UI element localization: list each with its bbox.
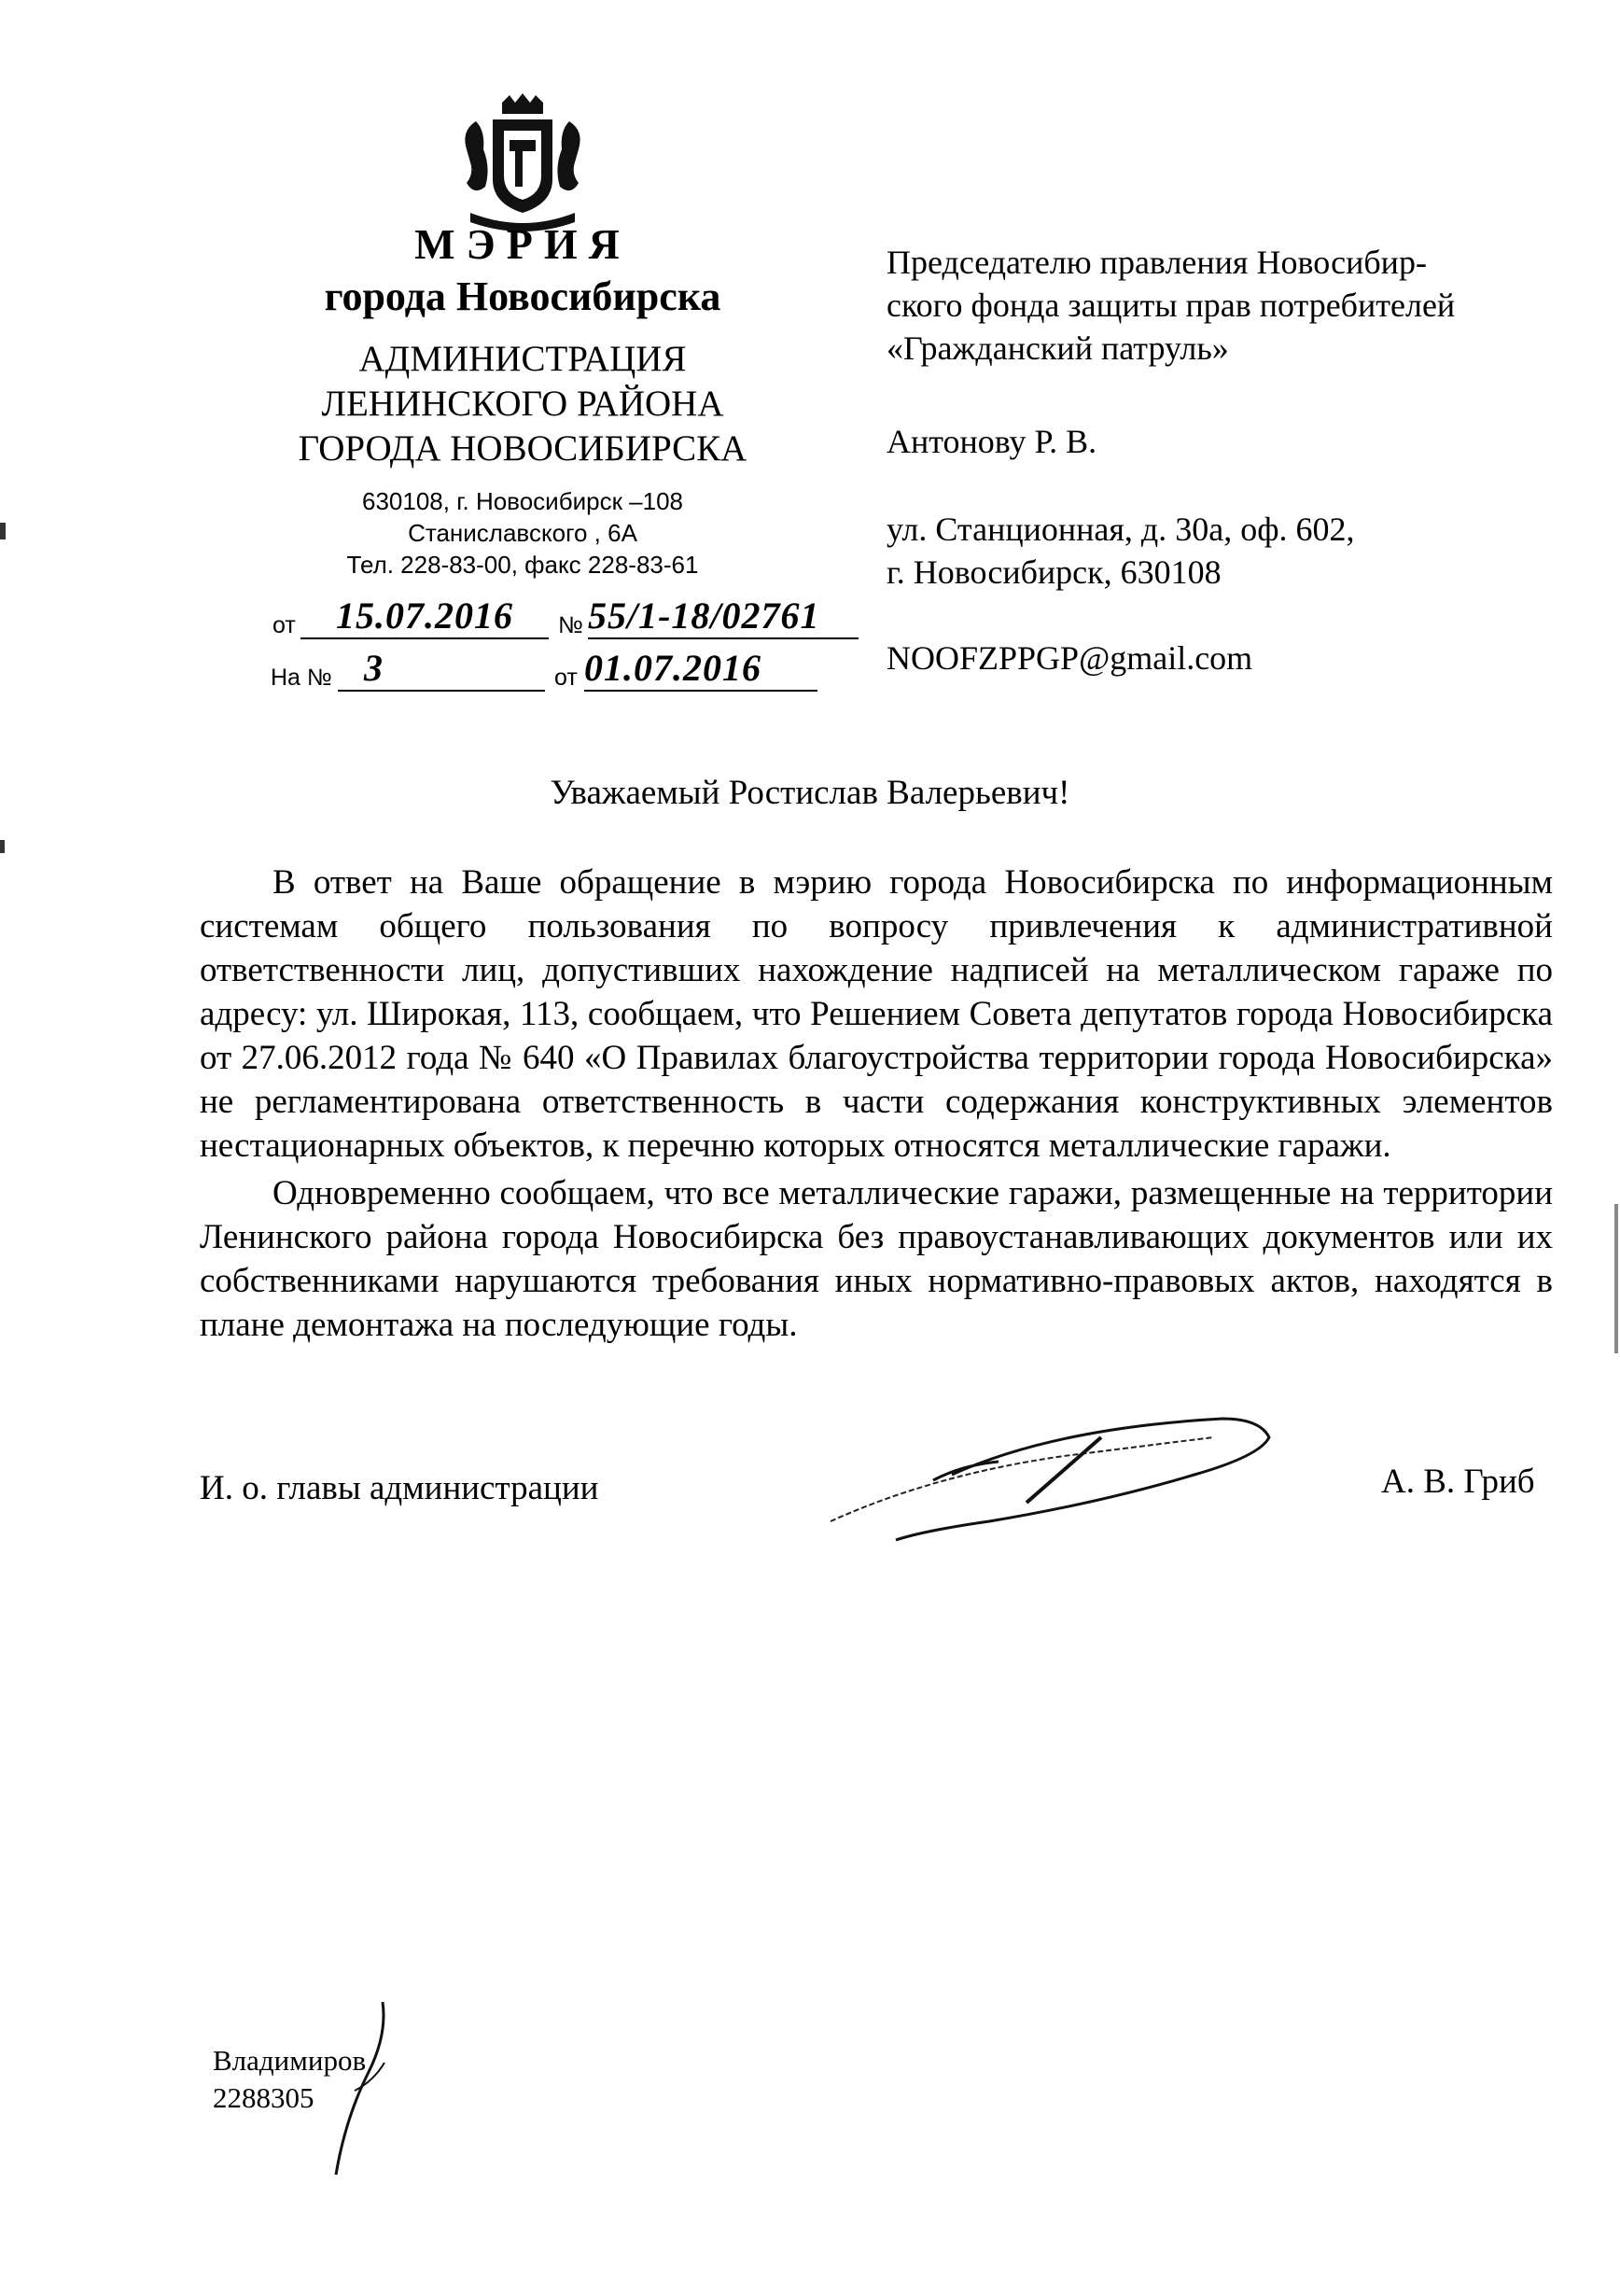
recipient-line: ского фонда защиты прав потребителей bbox=[887, 287, 1456, 324]
scan-margin-mark bbox=[1614, 1204, 1618, 1353]
recipient-email: NOOFZPPGP@gmail.com bbox=[887, 639, 1253, 677]
body-paragraph: В ответ на Ваше обращение в мэрию города Новосибирска по информационным системам общего пользования по вопросу привлечения к административной ответственности лиц, допустивших нахождение надписей на металлическом гараже по адресу: ул. Широкая, 113, сообщаем, что Решением Совета депутатов города Новосибирска от 27.06.2012 года № 640 «О Правилах благоустройства территории города Новосибирска» не регламентирована ответственность в части содержания конструктивных элементов нестационарных объектов, к перечню которых относятся металлические гаражи. bbox=[200, 863, 1553, 1165]
letterhead-city: города Новосибирска bbox=[324, 273, 721, 319]
letterhead-address-line: Станиславского , 6А bbox=[408, 519, 637, 547]
scan-margin-mark bbox=[0, 523, 6, 539]
recipient-address-line: г. Новосибирск, 630108 bbox=[887, 553, 1222, 591]
letter-body bbox=[200, 861, 1553, 1347]
reply-number: 3 bbox=[338, 646, 545, 692]
from-date: 15.07.2016 bbox=[300, 594, 549, 639]
recipient-address-line: ул. Станционная, д. 30а, оф. 602, bbox=[887, 511, 1355, 548]
recipient-name: Антонову Р. В. bbox=[887, 423, 1097, 460]
signatory-position: И. о. главы администрации bbox=[200, 1469, 599, 1507]
executor-phone: 2288305 bbox=[213, 2081, 314, 2114]
body-paragraph: Одновременно сообщаем, что все металлические гаражи, размещенные на территории Ленинского района города Новосибирска без правоустанавливающих документов или их собственниками нарушаются требования иных нормативно-правовых актов, находятся в плане демонтажа на последующие годы. bbox=[200, 1174, 1553, 1344]
executor-initial-mark bbox=[280, 1997, 411, 2184]
recipient-line: «Гражданский патруль» bbox=[887, 329, 1229, 367]
letterhead-admin-line: ГОРОДА НОВОСИБИРСКА bbox=[298, 428, 747, 469]
coat-of-arms-emblem bbox=[457, 93, 588, 233]
reply-label: На № bbox=[271, 665, 332, 691]
handwritten-signature bbox=[821, 1372, 1278, 1559]
letterhead-admin-line: АДМИНИСТРАЦИЯ bbox=[358, 339, 687, 379]
recipient-line: Председателю правления Новосибир- bbox=[887, 244, 1427, 281]
letterhead-admin-line: ЛЕНИНСКОГО РАЙОНА bbox=[321, 384, 724, 424]
reply-date: 01.07.2016 bbox=[584, 646, 817, 692]
letterhead-title: МЭРИЯ bbox=[414, 220, 631, 268]
number-label: № bbox=[558, 612, 583, 638]
letterhead-address-line: Тел. 228-83-00, факс 228-83-61 bbox=[346, 551, 699, 579]
executor-name: Владимиров bbox=[213, 2044, 367, 2077]
signatory-name: А. В. Гриб bbox=[1381, 1463, 1535, 1501]
salutation: Уважаемый Ростислав Валерьевич! bbox=[550, 774, 1070, 812]
letterhead-address-line: 630108, г. Новосибирск –108 bbox=[361, 487, 684, 515]
outgoing-number: 55/1-18/02761 bbox=[588, 594, 859, 639]
scan-margin-mark bbox=[0, 840, 5, 853]
from-label: от bbox=[272, 612, 296, 638]
reply-date-label: от bbox=[554, 665, 578, 691]
